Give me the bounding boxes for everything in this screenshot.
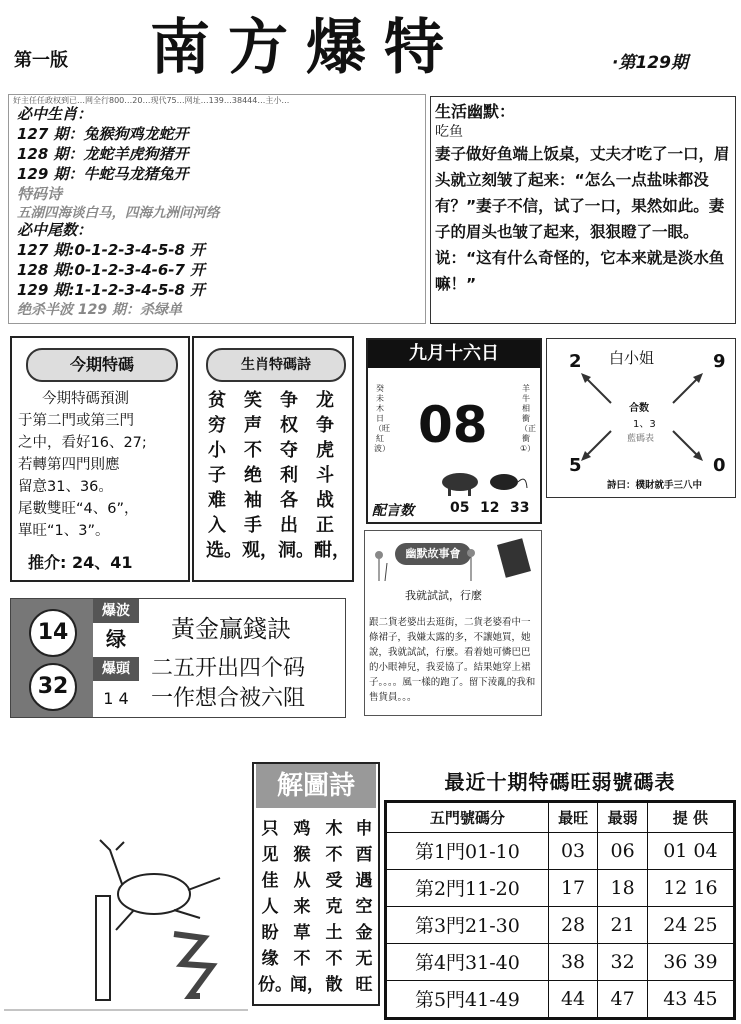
table-row xyxy=(387,943,734,980)
humor-text: 妻子做好鱼端上饭桌，丈夫才吃了一口，眉头就立刻皱了起来：“怎么一点盐味都没有？”妻子不信，试了一口，果然如此。妻子的眉头也皱了起来，狠狠瞪了一眼。说：“这有什么奇怪的，它本来就是淡水鱼嘛！” xyxy=(435,145,730,293)
joke-title: 我就試試，行麼 xyxy=(405,589,482,602)
poem-badge: 生肖特碼詩 xyxy=(206,348,346,382)
table-cell: 43 45 xyxy=(647,980,733,1017)
donkey-illustration xyxy=(4,820,248,1016)
table-cell: 第2門11-20 xyxy=(387,869,549,906)
zodiac-row: 129 期：牛蛇马龙猪兔开 xyxy=(17,165,189,183)
calendar-date: 九月十六日 xyxy=(368,340,540,368)
table-cell: 24 25 xyxy=(647,906,733,943)
zodiac-row: 128 期：龙蛇羊虎狗猪开 xyxy=(17,145,189,163)
humor-subtitle: 吃鱼 xyxy=(435,124,463,140)
hot-wave-value: 绿 xyxy=(106,627,126,651)
miss-bai-name: 白小姐 xyxy=(609,349,655,367)
zodiac-poem-panel xyxy=(192,336,354,582)
table-cell: 03 xyxy=(548,832,598,869)
table-cell: 17 xyxy=(548,869,598,906)
header-cell: 提 供 xyxy=(647,803,733,833)
calendar-day: 08 xyxy=(418,396,488,454)
poem-heading: 特码诗 xyxy=(17,185,63,203)
hint-text: 藍碼表 xyxy=(627,434,655,444)
zodiac-heading: 必中生肖： xyxy=(17,105,93,123)
hot-head-value: 1 4 xyxy=(103,689,129,708)
table-cell: 06 xyxy=(598,832,648,869)
table-row xyxy=(387,869,734,906)
wave-panel xyxy=(10,598,346,718)
special-badge: 今期特碼 xyxy=(26,348,178,382)
calendar-panel: 九月十六日 癸未木日（旺紅波） 羊牛相衝（正衝①） 08 配言数 05 12 33 xyxy=(366,338,542,524)
boar-rat-icon xyxy=(438,464,528,498)
header-cell: 最旺 xyxy=(548,803,598,833)
humor-panel xyxy=(430,96,736,324)
table-header-row xyxy=(387,803,734,833)
table-cell: 32 xyxy=(598,943,648,980)
miss-bai-poem: 詩曰：樸財就手三八中 xyxy=(607,480,703,491)
header-cell: 五門號碼分 xyxy=(387,803,549,833)
picture-poem-badge: 解圖詩 xyxy=(256,764,376,808)
kill-wave-footer: 绝杀半波 129 期：杀绿单 xyxy=(17,302,182,318)
special-text: 今期特碼預測 于第二門或第三門 之中，看好16、27; 若轉第四門則應 留意31、36。 尾數雙旺“4、6”， 單旺“1、3”。 xyxy=(18,391,147,539)
tail-heading: 必中尾数： xyxy=(17,221,93,239)
tail-row: 129 期:1-1-2-3-4-5-8 开 xyxy=(17,281,206,299)
table-row xyxy=(387,906,734,943)
table-cell: 第3門21-30 xyxy=(387,906,549,943)
hot-wave-number: 14 xyxy=(29,609,77,657)
tail-row: 128 期:0-1-2-3-4-6-7 开 xyxy=(17,261,206,279)
table-cell: 36 39 xyxy=(647,943,733,980)
corner-number: 5 xyxy=(569,455,582,476)
table-cell: 28 xyxy=(548,906,598,943)
recommend-numbers: 推介: 24、41 xyxy=(28,553,133,572)
hot-cold-table xyxy=(384,800,736,1020)
table-cell: 第4門31-40 xyxy=(387,943,549,980)
hot-head-number: 32 xyxy=(29,663,77,711)
sum-values: 1、3 xyxy=(633,419,656,430)
poem-column: 龙争虎斗战正酣， xyxy=(314,390,350,561)
picture-poem-panel xyxy=(252,762,380,1006)
poem-column: 笑声不绝袖手观， xyxy=(242,390,278,561)
flowers-book-icon xyxy=(371,537,541,587)
table-title: 最近十期特碼旺弱號碼表 xyxy=(444,770,676,794)
poem-column: 争权夺利各出洞。 xyxy=(278,390,314,561)
table-cell: 第1門01-10 xyxy=(387,832,549,869)
table-cell: 18 xyxy=(598,869,648,906)
masthead-title: 南方爆特 xyxy=(150,13,462,83)
wave-title: 黃金贏錢訣 xyxy=(171,615,291,643)
miss-bai-panel xyxy=(546,338,736,498)
poem-column: 贫穷小子难入选。 xyxy=(206,390,242,561)
joke-panel xyxy=(364,530,542,716)
table-row xyxy=(387,832,734,869)
zodiac-row: 127 期：兔猴狗鸡龙蛇开 xyxy=(17,125,189,143)
poem-column: 只见佳人盼缘份。 xyxy=(258,819,292,995)
joke-badge: 幽默故事會 xyxy=(395,543,471,565)
table-cell: 12 16 xyxy=(647,869,733,906)
corner-number: 0 xyxy=(713,455,726,476)
wave-line: 二五开出四个码 xyxy=(151,656,306,681)
poem-column: 鸡猴从来草不闻， xyxy=(290,819,324,995)
table-row xyxy=(387,980,734,1017)
humor-title: 生活幽默： xyxy=(435,102,516,121)
corner-number: 9 xyxy=(713,351,726,372)
table-cell: 21 xyxy=(598,906,648,943)
calendar-right-text: 羊牛相衝（正衝①） xyxy=(520,384,536,453)
table-cell: 38 xyxy=(548,943,598,980)
table-cell: 第5門41-49 xyxy=(387,980,549,1017)
issue-number: ·第129期 xyxy=(612,53,688,73)
hot-wave-label: 爆波 xyxy=(93,599,139,623)
wave-line: 一作想合被六阻 xyxy=(151,686,306,711)
special-code-panel xyxy=(10,336,190,582)
table-cell: 01 04 xyxy=(647,832,733,869)
table-cell: 47 xyxy=(598,980,648,1017)
table-cell: 44 xyxy=(548,980,598,1017)
poem-column: 申酉遇空金无旺 xyxy=(355,819,373,995)
joke-text: 跟二貨老婆出去逛街，二貨老婆看中一條裙子，我嫌太露的多，不讓她買，她說，我就試試，行麼。看着她可憐巴巴的小眼神兒，我妥協了。結果她穿上裙子。。。。風一樣的跑了。留下淩亂的我和售貨員。。。 xyxy=(369,617,536,703)
hot-head-label: 爆頭 xyxy=(93,657,139,681)
prediction-panel xyxy=(8,94,426,324)
edition-label: 第一版 xyxy=(14,50,68,71)
corner-number: 2 xyxy=(569,351,582,372)
poem-line: 五湖四海谈白马，四海九洲问河络 xyxy=(17,205,220,221)
calendar-left-text: 癸未木日（旺紅波） xyxy=(374,384,390,453)
header-cell: 最弱 xyxy=(598,803,648,833)
tail-row: 127 期:0-1-2-3-4-5-8 开 xyxy=(17,241,206,259)
contact-strip: 好主任任政权到已…网全行800…20…现代75…网址…139…38444…主小… xyxy=(13,96,290,105)
sum-label: 合数 xyxy=(629,403,649,414)
poem-column: 木不受克土不散 xyxy=(325,819,343,995)
